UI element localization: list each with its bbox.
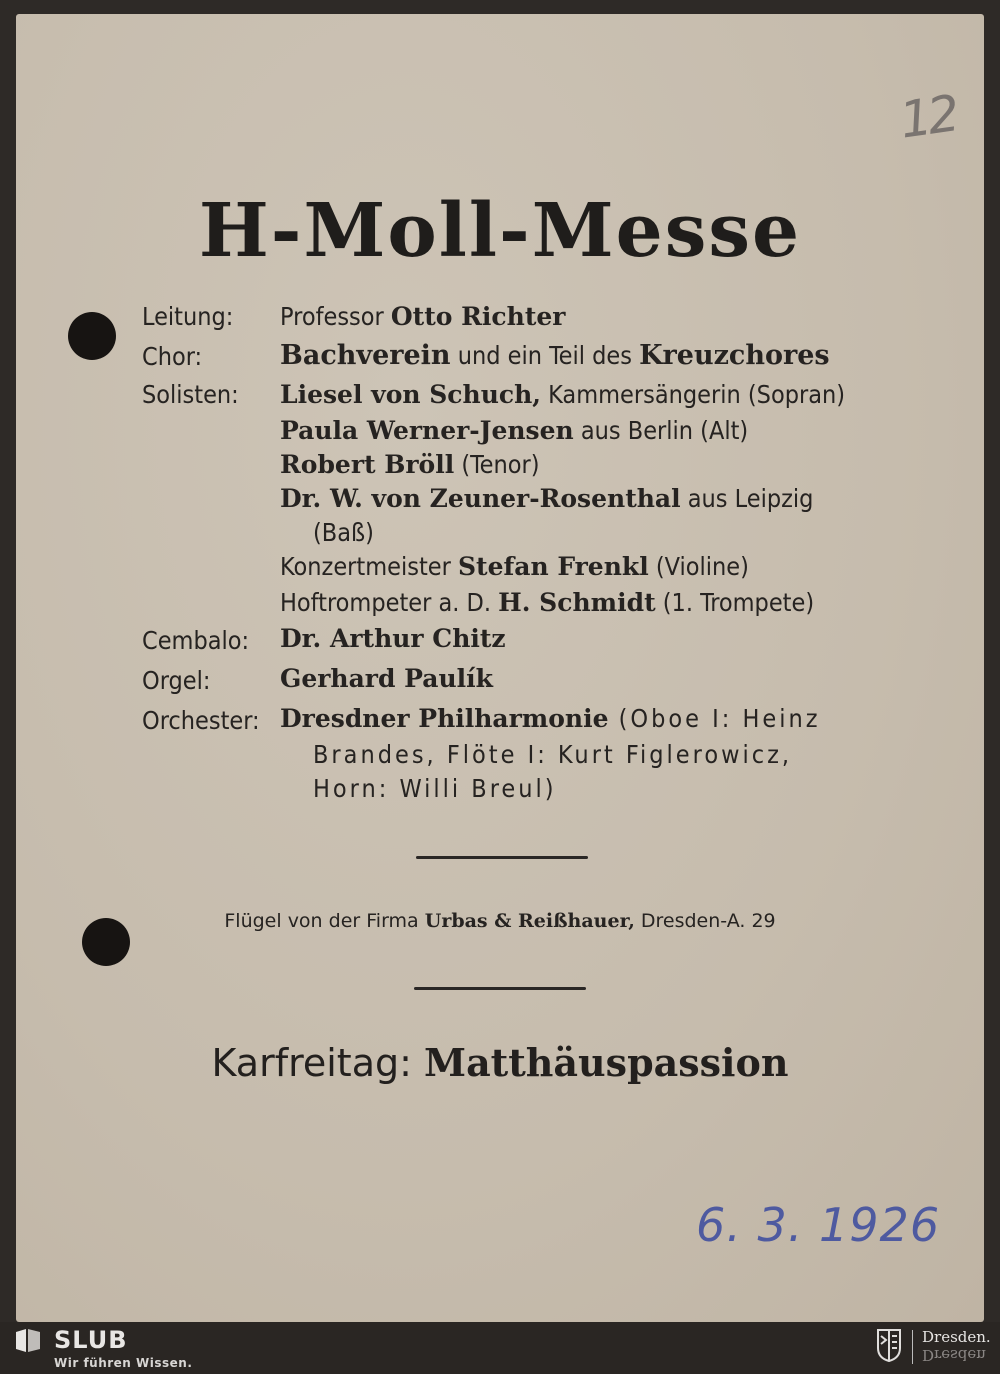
solist-4-name: Dr. W. von Zeuner-Rosenthal <box>280 484 681 513</box>
footer-separator <box>912 1330 913 1364</box>
page-title: H-Moll-Messe <box>198 188 802 274</box>
solist-6 <box>280 588 814 617</box>
orchester-line-3: Horn: Willi Breul) <box>313 774 557 803</box>
leitung-label: Leitung: <box>142 302 234 331</box>
orgel-name: Gerhard Paulík <box>280 664 493 693</box>
leitung-name: Otto Richter <box>390 302 566 331</box>
orchester-line-2: Brandes, Flöte I: Kurt Figlerowicz, <box>313 740 793 769</box>
solist-5 <box>280 552 749 581</box>
dresden-wordmark[interactable]: Dresden. <box>922 1328 991 1346</box>
chor-name2: Kreuzchores <box>639 340 830 371</box>
solist-3-name: Robert Bröll <box>280 450 455 479</box>
solisten-label: Solisten: <box>142 380 239 409</box>
solist-6-text: (1. Trompete) <box>655 588 815 617</box>
next-event-name: Matthäuspassion <box>424 1040 789 1085</box>
chor-name1: Bachverein <box>280 340 451 371</box>
cembalo-line <box>280 624 506 653</box>
solist-2 <box>280 416 748 445</box>
piano-note-firm: Urbas & Reißhauer, <box>424 910 635 932</box>
slub-motto: Wir führen Wissen. <box>54 1356 193 1370</box>
solist-4-text: aus Leipzig <box>680 484 814 513</box>
orchester-text-1: (Oboe I: Heinz <box>608 704 821 733</box>
piano-note-pre: Flügel von der Firma <box>224 910 425 932</box>
dresden-wordmark-reflection: Dresden <box>922 1346 986 1364</box>
orgel-line <box>280 664 493 693</box>
solist-5-text: (Violine) <box>648 552 749 581</box>
punch-hole-top <box>68 312 116 360</box>
next-event <box>0 1040 1000 1085</box>
solist-4-cont: (Baß) <box>313 518 374 547</box>
divider-1 <box>416 856 588 859</box>
solist-2-text: aus Berlin (Alt) <box>573 416 749 445</box>
chor-mid: und ein Teil des <box>450 341 640 370</box>
solist-1 <box>280 380 845 409</box>
solist-2-name: Paula Werner-Jensen <box>280 416 574 445</box>
page-number-annotation: 12 <box>896 84 960 150</box>
orchester-label: Orchester: <box>142 706 260 735</box>
slub-logo-icon[interactable] <box>14 1328 42 1354</box>
chor-line <box>280 340 830 371</box>
cembalo-name: Dr. Arthur Chitz <box>280 624 506 653</box>
orchester-name: Dresdner Philharmonie <box>280 704 609 733</box>
solist-5-pre: Konzertmeister <box>280 552 458 581</box>
dresden-crest-icon[interactable] <box>876 1328 902 1362</box>
solist-3-text: (Tenor) <box>454 450 540 479</box>
piano-note-post: Dresden-A. 29 <box>634 910 776 932</box>
leitung-pre: Professor <box>280 302 391 331</box>
solist-3 <box>280 450 540 479</box>
solist-6-name: H. Schmidt <box>498 588 656 617</box>
footer-bar <box>0 1322 1000 1374</box>
date-annotation: 6. 3. 1926 <box>696 1198 941 1252</box>
orchester-line-1 <box>280 704 821 733</box>
solist-5-name: Stefan Frenkl <box>457 552 649 581</box>
next-event-pre: Karfreitag: <box>211 1041 424 1085</box>
solist-6-pre: Hoftrompeter a. D. <box>280 588 499 617</box>
solist-1-text: Kammersängerin (Sopran) <box>540 380 846 409</box>
divider-2 <box>414 987 586 990</box>
slub-brand[interactable]: SLUB <box>54 1326 128 1354</box>
leitung-line <box>280 302 565 331</box>
solist-1-name: Liesel von Schuch, <box>280 380 541 409</box>
piano-note <box>0 910 1000 932</box>
chor-label: Chor: <box>142 342 203 371</box>
cembalo-label: Cembalo: <box>142 626 250 655</box>
orgel-label: Orgel: <box>142 666 211 695</box>
solist-4 <box>280 484 813 513</box>
